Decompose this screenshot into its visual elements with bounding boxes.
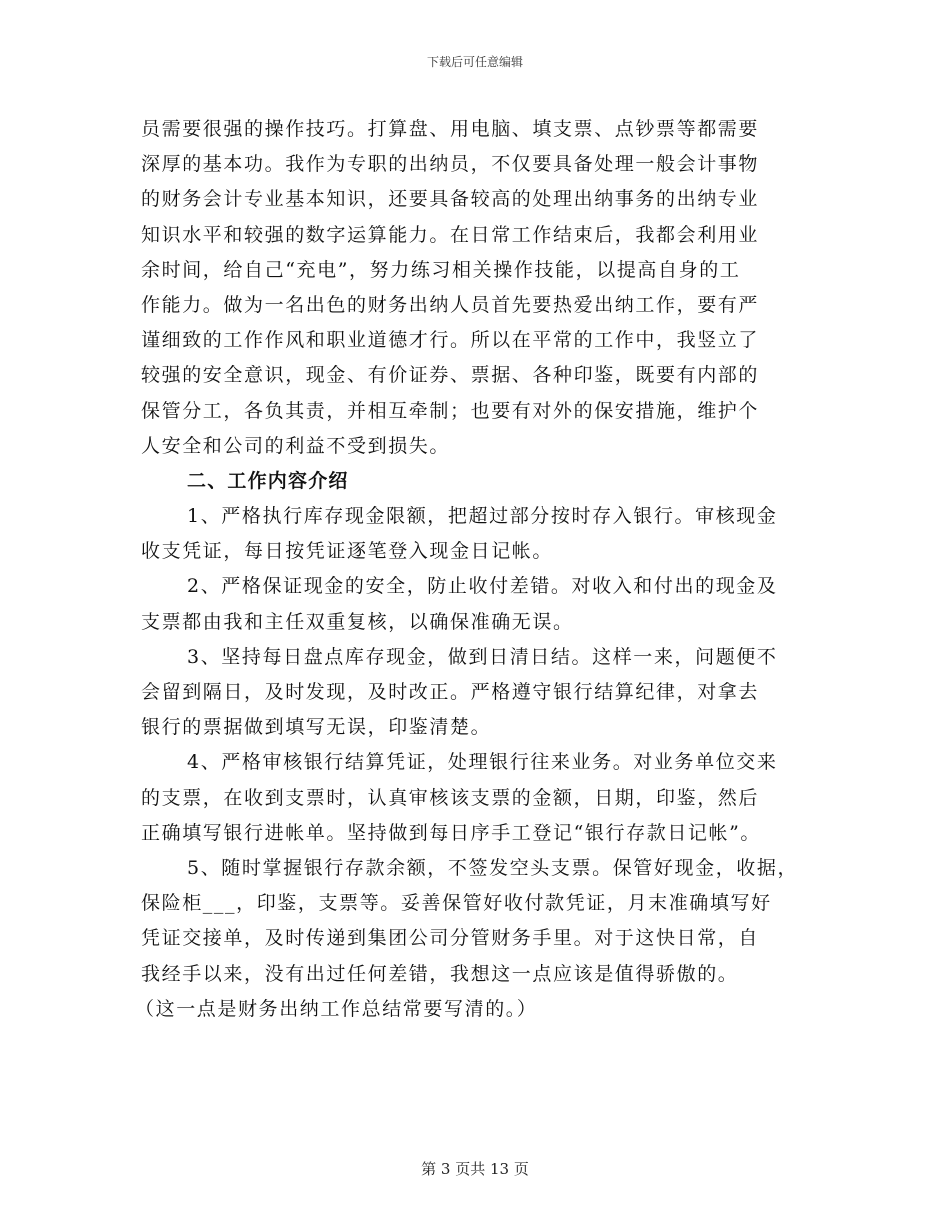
body-line: 保险柜___，印鉴，支票等。妥善保管好收付款凭证，月末准确填写好 [141, 892, 772, 915]
list-item-start: 5、随时掌握银行存款余额，不签发空头支票。保管好现金，收据， [187, 856, 799, 879]
body-line: 谨细致的工作作风和职业道德才行。所以在平常的工作中，我竖立了 [141, 329, 760, 352]
body-line: 知识水平和较强的数字运算能力。在日常工作结束后，我都会利用业 [141, 223, 760, 246]
closing-note: （这一点是财务出纳工作总结常要写清的。） [135, 997, 538, 1020]
list-item-start: 4、严格审核银行结算凭证，处理银行往来业务。对业务单位交来 [187, 751, 778, 774]
body-line: 会留到隔日，及时发现，及时改正。严格遵守银行结算纪律，对拿去 [141, 681, 760, 703]
body-line: 余时间，给自己“充电”，努力练习相关操作技能，以提高自身的工 [141, 258, 741, 281]
page-number: 第 3 页共 13 页 [421, 1160, 529, 1178]
body-line: 的财务会计专业基本知识，还要具备较高的处理出纳事务的出纳专业 [141, 188, 760, 211]
body-line: 的支票，在收到支票时，认真审核该支票的金额，日期，印鉴，然后 [141, 786, 760, 809]
body-line: 深厚的基本功。我作为专职的出纳员，不仅要具备处理一般会计事物 [141, 153, 760, 176]
body-line: 保管分工，各负其责，并相互牵制；也要有对外的保安措施，维护个 [141, 399, 760, 422]
body-line: 较强的安全意识，现金、有价证券、票据、各种印鉴，既要有内部的 [141, 364, 760, 387]
header-note: 下载后可任意编辑 [426, 55, 523, 69]
page-header [0, 53, 950, 70]
page-footer [0, 1158, 950, 1179]
body-line: 支票都由我和主任双重复核，以确保准确无误。 [141, 610, 574, 633]
document-body [135, 112, 811, 1027]
section-heading: 二、工作内容介绍 [187, 469, 349, 492]
list-item-start: 2、严格保证现金的安全，防止收付差错。对收入和付出的现金及 [187, 575, 778, 598]
body-line: 员需要很强的操作技巧。打算盘、用电脑、填支票、点钞票等都需要 [141, 118, 760, 140]
body-line: 正确填写银行进帐单。坚持做到每日序手工登记“银行存款日记帐”。 [141, 821, 762, 844]
body-line: 凭证交接单，及时传递到集团公司分管财务手里。对于这快日常，自 [141, 927, 760, 950]
list-item-start: 1、严格执行库存现金限额，把超过部分按时存入银行。审核现金 [187, 505, 778, 528]
body-line: 我经手以来，没有出过任何差错，我想这一点应该是值得骄傲的。 [141, 962, 739, 985]
body-line: 人安全和公司的利益不受到损失。 [141, 434, 451, 457]
list-item-start: 3、坚持每日盘点库存现金，做到日清日结。这样一来，问题便不 [187, 645, 778, 668]
body-line: 作能力。做为一名出色的财务出纳人员首先要热爱出纳工作，要有严 [141, 293, 760, 316]
body-line: 收支凭证，每日按凭证逐笔登入现金日记帐。 [141, 540, 554, 563]
body-line: 银行的票据做到填写无误，印鉴清楚。 [141, 716, 492, 739]
